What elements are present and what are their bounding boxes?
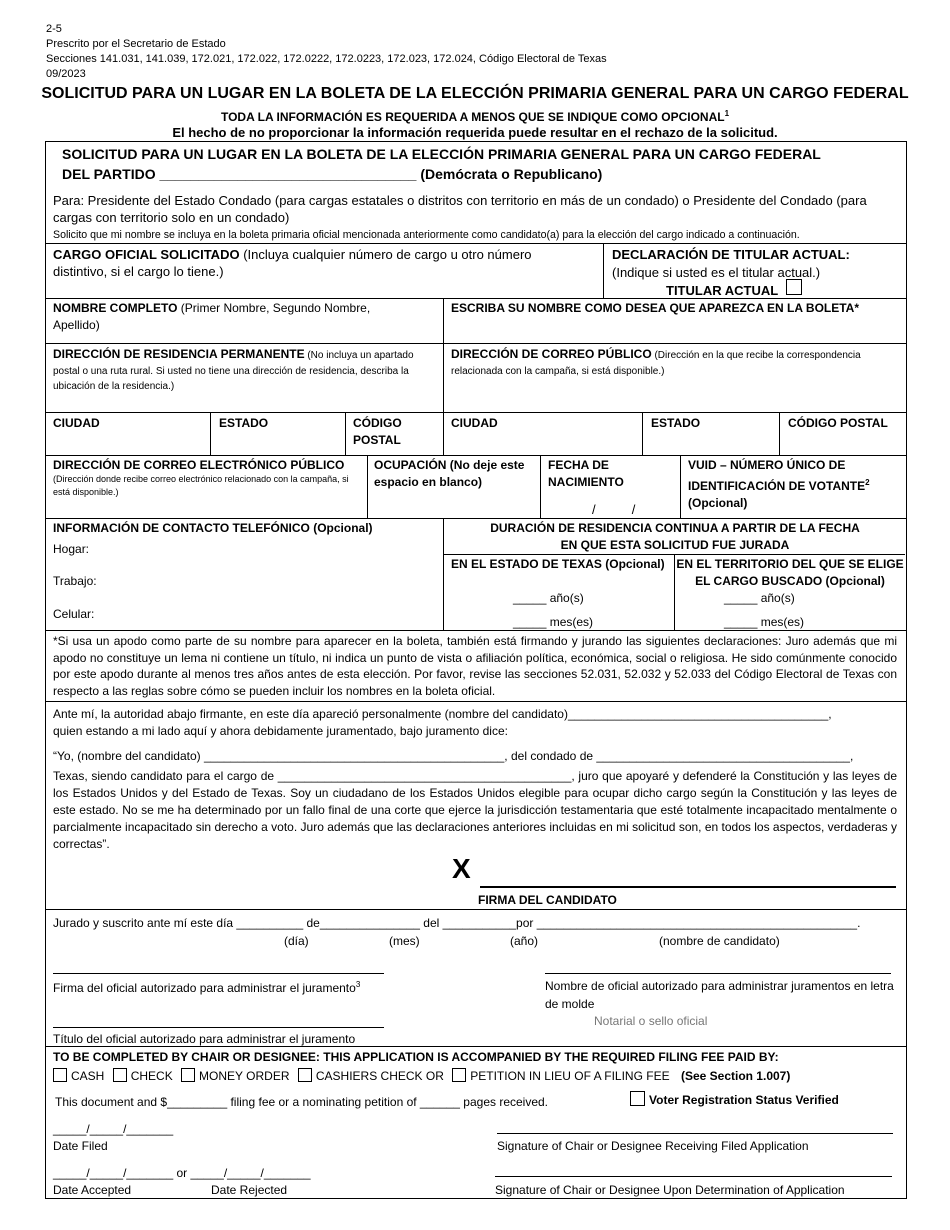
official-signature-line[interactable] bbox=[53, 973, 384, 974]
mailing-address-field[interactable] bbox=[451, 346, 896, 379]
mailing-zip-field[interactable]: CÓDIGO POSTAL bbox=[788, 416, 888, 430]
email-hint: (Dirección donde recibe correo electrónico relacionado con la campaña, si está disponible.) bbox=[53, 474, 349, 497]
candidate-name-caption: (nombre de candidato) bbox=[659, 934, 780, 948]
divider bbox=[46, 1046, 906, 1047]
titular-hint: (Indique si usted es el titular actual.) bbox=[612, 265, 821, 280]
footnote-marker: 1 bbox=[724, 109, 730, 118]
occupation-field[interactable]: OCUPACIÓN (No deje este espacio en blanco) bbox=[374, 458, 525, 489]
notary-seal-label: Notarial o sello oficial bbox=[594, 1014, 708, 1028]
signature-x-mark: X bbox=[452, 853, 471, 884]
required-notice bbox=[40, 106, 910, 125]
sworn-line: Jurado y suscrito ante mí este día __________ de_______________ del ___________por ________________________________________________. bbox=[53, 916, 861, 930]
residence-hint: (No incluya un apartado postal o una ruta rural. Si usted no tiene una dirección de residencia, describa la ubicación de la residencia.) bbox=[53, 350, 414, 392]
divider bbox=[46, 412, 906, 413]
texas-residence-label: EN EL ESTADO DE TEXAS (Opcional) bbox=[451, 557, 665, 571]
official-name-line[interactable] bbox=[545, 973, 891, 974]
birthdate-label: FECHA DE NACIMIENTO bbox=[548, 458, 624, 489]
cargo-hint: (Incluya cualquier número de cargo u otro número distintivo, si el cargo lo tiene.) bbox=[53, 247, 532, 279]
day-caption: (día) bbox=[284, 934, 309, 948]
para-addressee: Para: Presidente del Estado Condado (para cargas estatales o distritos con territorio en más de un condado) o Presidente del Condado (para cargas con territorio solo en un condado) bbox=[53, 193, 867, 225]
year-caption: (año) bbox=[510, 934, 539, 948]
determination-signature-label: Signature of Chair or Designee Upon Determination of Application bbox=[495, 1183, 845, 1197]
mailing-hint: (Dirección en la que recibe la correspondencia relacionada con la campaña, si está disponible.) bbox=[451, 350, 861, 377]
divider bbox=[674, 554, 675, 630]
residence-label: DIRECCIÓN DE RESIDENCIA PERMANENTE bbox=[53, 347, 305, 361]
phone-section-label: INFORMACIÓN DE CONTACTO TELEFÓNICO (Opcional) bbox=[53, 521, 373, 535]
nickname-statement: *Si usa un apodo como parte de su nombre para aparecer en la boleta, también está firmando y jurando las siguientes declaraciones: Juro además que mi apodo no constituye un lema ni contiene un título, ni indica un punto de vista o afiliación política, económica, social o religiosa. He sido comúnmente conocido por este apodo durante al menos tres años antes de esta elección. Por favor, revise las secciones 52.031, 52.032 y 52.033 del Código Electoral de Texas con respecto a las reglas sobre cómo se pueden incluir los nombres en la boleta oficial. bbox=[53, 634, 897, 698]
voter-verified-label: Voter Registration Status Verified bbox=[649, 1093, 839, 1107]
voter-verified bbox=[630, 1091, 839, 1108]
divider bbox=[540, 455, 541, 518]
determination-signature-line[interactable] bbox=[495, 1176, 892, 1177]
residence-duration-title-2: EN QUE ESTA SOLICITUD FUE JURADA bbox=[560, 538, 790, 552]
see-section-note: (See Section 1.007) bbox=[680, 1069, 791, 1083]
vuid-optional: (Opcional) bbox=[688, 496, 748, 510]
birthdate-field[interactable]: / / bbox=[592, 502, 636, 517]
divider bbox=[46, 909, 906, 910]
state-field[interactable]: ESTADO bbox=[219, 416, 269, 430]
divider bbox=[642, 412, 643, 455]
divider bbox=[680, 455, 681, 518]
phone-cell-field[interactable]: Celular: bbox=[53, 607, 95, 621]
box-title: SOLICITUD PARA UN LUGAR EN LA BOLETA DE LA ELECCIÓN PRIMARIA GENERAL PARA UN CARGO FEDERAL bbox=[62, 146, 821, 162]
candidate-signature-label: FIRMA DEL CANDIDATO bbox=[478, 893, 617, 907]
voter-verified-checkbox[interactable] bbox=[630, 1091, 645, 1106]
cargo-field[interactable] bbox=[53, 246, 548, 280]
mailing-state-field[interactable]: ESTADO bbox=[651, 416, 701, 430]
divider bbox=[46, 518, 906, 519]
receiving-signature-line[interactable] bbox=[497, 1133, 893, 1134]
cash-checkbox[interactable] bbox=[53, 1068, 67, 1082]
code-sections: Secciones 141.031, 141.039, 172.021, 172.022, 172.0222, 172.0223, 172.023, 172.024, Código Electoral de Texas bbox=[46, 53, 607, 65]
divider bbox=[210, 412, 211, 455]
divider bbox=[46, 630, 906, 631]
nombre-field[interactable] bbox=[53, 300, 413, 334]
check-label: CHECK bbox=[130, 1069, 173, 1083]
official-title-line[interactable] bbox=[53, 1027, 384, 1028]
form-title: SOLICITUD PARA UN LUGAR EN LA BOLETA DE LA ELECCIÓN PRIMARIA GENERAL PARA UN CARGO FEDERAL bbox=[41, 85, 909, 102]
divider bbox=[443, 298, 444, 413]
divider bbox=[46, 701, 906, 702]
divider bbox=[46, 298, 906, 299]
oath-body: Texas, siendo candidato para el cargo de ____________________________________________, juro que apoyaré y defenderé la Constitución y las leyes de los Estados Unidos y del Estado de Texas. Soy un ciudadano de los Estados Unidos elegible para ocupar dicho cargo según la Constitución y las leyes de este estado. No se me ha determinado por un fallo final de una corte que ejerce la jurisdicción testamentaria que esté totalmente incapacitado mentalmente o parcialmente incapacitado sin derecho a voto. Juro además que las declaraciones anteriores incluidas en mi solicitud son, en todos los aspectos, verdaderas y correctas”. bbox=[53, 769, 897, 851]
required-notice-text: TODA LA INFORMACIÓN ES REQUERIDA A MENOS QUE SE INDIQUE COMO OPCIONAL bbox=[220, 110, 725, 124]
phone-work-field[interactable]: Trabajo: bbox=[53, 574, 97, 588]
ballot-name-field[interactable]: ESCRIBA SU NOMBRE COMO DESEA QUE APAREZCA EN LA BOLETA* bbox=[451, 301, 860, 315]
territory-months-field[interactable]: _____ mes(es) bbox=[724, 615, 805, 629]
cargo-label: CARGO OFICIAL SOLICITADO bbox=[53, 247, 240, 262]
titular-label: DECLARACIÓN DE TITULAR ACTUAL: bbox=[612, 247, 850, 262]
oath-candidate-line: “Yo, (nombre del candidato) _____________________________________________, del condado de ______________________________________, bbox=[53, 749, 854, 763]
official-signature-text: Firma del oficial autorizado para administrar el juramento bbox=[53, 981, 356, 995]
oath-intro-2: quien estando a mi lado aquí y ahora debidamente juramentado, bajo juramento dice: bbox=[53, 724, 508, 738]
divider bbox=[779, 412, 780, 455]
divider bbox=[46, 343, 906, 344]
phone-home-field[interactable]: Hogar: bbox=[53, 542, 90, 556]
cashiers-check-checkbox[interactable] bbox=[298, 1068, 312, 1082]
divider bbox=[367, 455, 368, 518]
vuid-field[interactable] bbox=[688, 457, 898, 512]
money-order-label: MONEY ORDER bbox=[199, 1069, 290, 1083]
city-field[interactable]: CIUDAD bbox=[53, 416, 100, 430]
territory-years-field[interactable]: _____ año(s) bbox=[724, 591, 795, 605]
residence-duration-title: DURACIÓN DE RESIDENCIA CONTINUA A PARTIR DE LA FECHA bbox=[490, 521, 860, 535]
date-rejected-label: Date Rejected bbox=[211, 1183, 288, 1197]
month-caption: (mes) bbox=[389, 934, 420, 948]
divider bbox=[443, 412, 444, 455]
rejection-warning: El hecho de no proporcionar la información requerida puede resultar en el rechazo de la solicitud. bbox=[172, 125, 778, 140]
money-order-checkbox[interactable] bbox=[181, 1068, 195, 1082]
footnote-marker: 2 bbox=[865, 478, 870, 487]
mailing-city-field[interactable]: CIUDAD bbox=[451, 416, 498, 430]
cashiers-check-label: CASHIERS CHECK OR bbox=[315, 1069, 444, 1083]
official-name-label: Nombre de oficial autorizado para administrar juramentos en letra de molde bbox=[545, 979, 894, 1011]
divider bbox=[46, 455, 906, 456]
petition-checkbox[interactable] bbox=[452, 1068, 466, 1082]
nombre-label: NOMBRE COMPLETO bbox=[53, 301, 178, 315]
official-signature-label bbox=[53, 977, 360, 996]
payment-options bbox=[53, 1068, 790, 1084]
vuid-label: VUID – NÚMERO ÚNICO DE IDENTIFICACIÓN DE VOTANTE bbox=[688, 458, 866, 493]
titular-checkbox-label: TITULAR ACTUAL bbox=[666, 283, 779, 298]
prescribed-by: Prescrito por el Secretario de Estado bbox=[46, 38, 226, 50]
nombre-hint: (Primer Nombre, Segundo Nombre, Apellido) bbox=[53, 301, 371, 332]
chair-section-title: TO BE COMPLETED BY CHAIR OR DESIGNEE: THIS APPLICATION IS ACCOMPANIED BY THE REQUIRED FILING FEE PAID BY: bbox=[53, 1050, 779, 1064]
email-field[interactable] bbox=[53, 457, 358, 499]
check-checkbox[interactable] bbox=[113, 1068, 127, 1082]
party-line: DEL PARTIDO _________________________________ (Demócrata o Republicano) bbox=[62, 166, 603, 182]
divider bbox=[345, 412, 346, 455]
form-date: 09/2023 bbox=[46, 68, 86, 80]
document-received-line: This document and $_________ filing fee or a nominating petition of ______ pages received. bbox=[55, 1095, 549, 1109]
texas-years-field[interactable]: _____ año(s) bbox=[513, 591, 584, 605]
email-label: DIRECCIÓN DE CORREO ELECTRÓNICO PÚBLICO bbox=[53, 458, 345, 472]
territory-residence-label: EN EL TERRITORIO DEL QUE SE ELIGE EL CARGO BUSCADO (Opcional) bbox=[676, 557, 904, 588]
divider bbox=[603, 243, 604, 298]
oath-intro: Ante mí, la autoridad abajo firmante, en este día apareció personalmente (nombre del candidato)_______________________________________, bbox=[53, 707, 832, 721]
date-filed-label: Date Filed bbox=[53, 1139, 108, 1153]
request-statement: Solicito que mi nombre se incluya en la boleta primaria oficial mencionada anteriormente como candidato(a) para la elección del cargo indicado a continuación. bbox=[53, 229, 800, 241]
petition-label: PETITION IN LIEU OF A FILING FEE bbox=[470, 1069, 670, 1083]
texas-months-field[interactable]: _____ mes(es) bbox=[513, 615, 594, 629]
mailing-label: DIRECCIÓN DE CORREO PÚBLICO bbox=[451, 347, 652, 361]
form-number: 2-5 bbox=[46, 23, 62, 35]
official-title-label: Título del oficial autorizado para administrar el juramento bbox=[53, 1032, 356, 1046]
titular-checkbox[interactable] bbox=[786, 279, 802, 295]
date-filed-field[interactable]: _____/_____/_______ bbox=[53, 1122, 174, 1136]
candidate-signature-line[interactable] bbox=[480, 886, 896, 888]
footnote-marker: 3 bbox=[355, 980, 361, 989]
cash-label: CASH bbox=[71, 1069, 105, 1083]
receiving-signature-label: Signature of Chair or Designee Receiving Filed Application bbox=[497, 1139, 809, 1153]
date-accepted-rejected-field[interactable]: _____/_____/_______ or _____/_____/_______ bbox=[53, 1166, 311, 1180]
date-accepted-label: Date Accepted bbox=[53, 1183, 132, 1197]
divider bbox=[46, 243, 906, 244]
zip-field[interactable]: CÓDIGO POSTAL bbox=[353, 416, 402, 447]
residence-address-field[interactable] bbox=[53, 346, 428, 395]
